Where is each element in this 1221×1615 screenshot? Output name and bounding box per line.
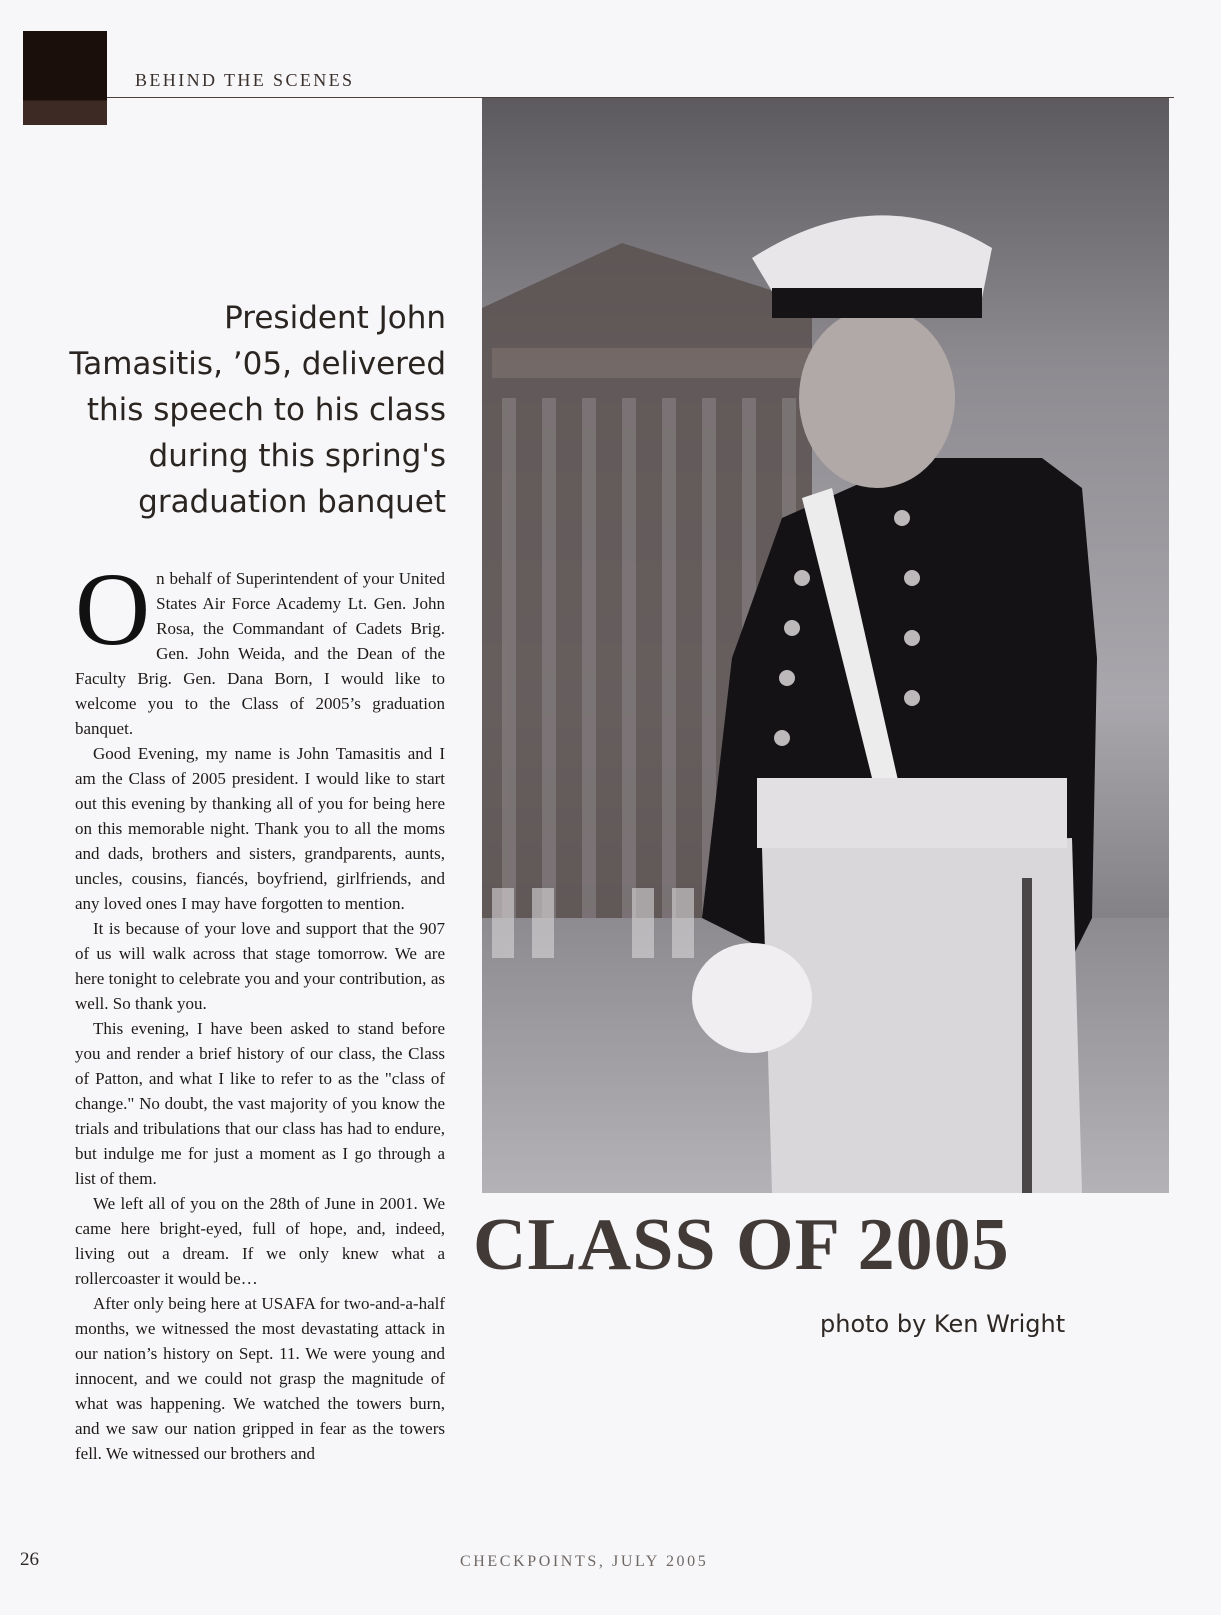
deck-line: President John — [224, 300, 446, 336]
deck-line: graduation banquet — [138, 484, 446, 520]
section-label: BEHIND THE SCENES — [135, 70, 355, 90]
paragraph: Good Evening, my name is John Tamasitis and I am the Class of 2005 president. I would like to start out this evening by thanking all of you for being here on this memorable night. Thank you to all the moms and dads, brothers and sisters, grandparents, aunts, uncles, cousins, fiancés, boyfriend, girlfriends, and any loved ones I may have forgotten to mention. — [75, 744, 445, 913]
deck — [36, 295, 446, 525]
paragraph: We left all of you on the 28th of June in 2001. We came here bright-eyed, full of hope, and, indeed, living out a dream. If we only knew what a rollercoaster it would be… — [75, 1194, 445, 1288]
article-body — [75, 552, 445, 1466]
paragraph — [75, 552, 445, 741]
cadet-photo — [482, 98, 1169, 1193]
publication-footer: CHECKPOINTS, JULY 2005 — [460, 1553, 709, 1570]
deck-line: Tamasitis, ’05, delivered — [69, 346, 446, 382]
deck-line: this speech to his class — [86, 392, 446, 428]
paragraph: It is because of your love and support that the 907 of us will walk across that stage tomorrow. We are here tonight to celebrate you and your contribution, as well. So thank you. — [75, 919, 445, 1013]
photo-credit: photo by Ken Wright — [820, 1310, 1066, 1338]
paragraph: This evening, I have been asked to stand before you and render a brief history of our class, the Class of Patton, and what I like to refer to as the "class of change." No doubt, the vast majority of you know the trials and tribulations that our class has had to endure, but indulge me for just a moment as I go through a list of them. — [75, 1019, 445, 1188]
paragraph: After only being here at USAFA for two-and-a-half months, we witnessed the most devastating attack in our nation’s history on Sept. 11. We were young and innocent, and we could not grasp the magnitude of what was happening. We watched the towers burn, and we saw our nation gripped in fear as the towers fell. We witnessed our brothers and — [75, 1294, 445, 1463]
corner-block — [23, 31, 107, 125]
drop-cap: O — [75, 552, 151, 667]
deck-line: during this spring's — [148, 438, 446, 474]
page-number: 26 — [20, 1549, 39, 1570]
paragraph-text: n behalf of Superintendent of your United States Air Force Academy Lt. Gen. John Rosa, the Commandant of Cadets Brig. Gen. John Weida, and the Dean of the Faculty Brig. Gen. Dana Born, I would like to welcome you to the Class of 2005’s graduation banquet. — [75, 569, 445, 738]
headline: CLASS OF 2005 — [473, 1204, 1010, 1286]
